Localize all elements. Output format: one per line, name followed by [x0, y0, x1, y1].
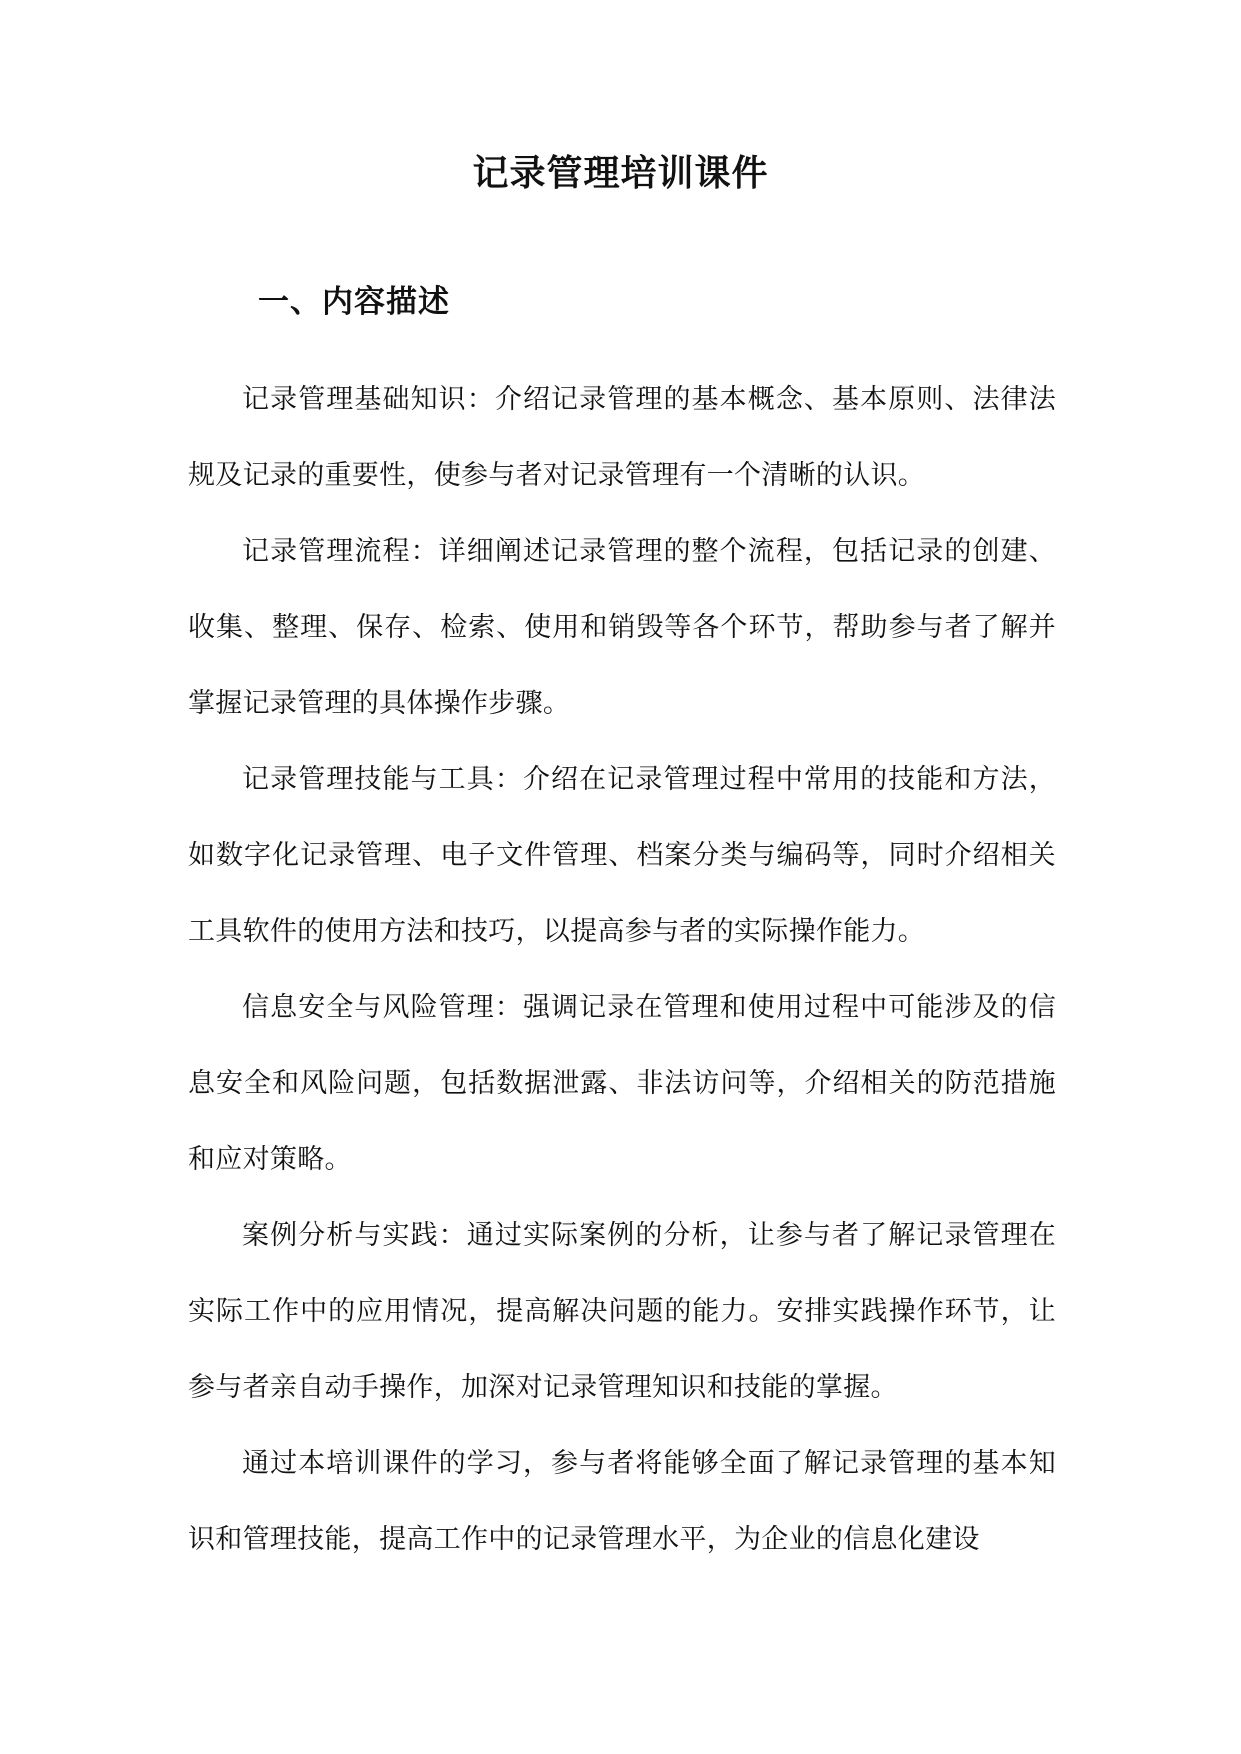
paragraph-summary: 通过本培训课件的学习，参与者将能够全面了解记录管理的基本知识和管理技能，提高工作中的记录管理水平，为企业的信息化建设 — [188, 1448, 1056, 1555]
paragraph-security-risk: 信息安全与风险管理：强调记录在管理和使用过程中可能涉及的信息安全和风险问题，包括数据泄露、非法访问等，介绍相关的防范措施和应对策略。 — [188, 992, 1056, 1175]
section-body — [188, 362, 1056, 1578]
paragraph-process: 记录管理流程：详细阐述记录管理的整个流程，包括记录的创建、收集、整理、保存、检索、使用和销毁等各个环节，帮助参与者了解并掌握记录管理的具体操作步骤。 — [188, 536, 1056, 719]
paragraph-skills-tools: 记录管理技能与工具：介绍在记录管理过程中常用的技能和方法，如数字化记录管理、电子文件管理、档案分类与编码等，同时介绍相关工具软件的使用方法和技巧，以提高参与者的实际操作能力。 — [188, 764, 1056, 947]
paragraph-basics: 记录管理基础知识：介绍记录管理的基本概念、基本原则、法律法规及记录的重要性，使参与者对记录管理有一个清晰的认识。 — [188, 384, 1056, 491]
document-title: 记录管理培训课件 — [472, 152, 769, 194]
paragraph-case-practice: 案例分析与实践：通过实际案例的分析，让参与者了解记录管理在实际工作中的应用情况，提高解决问题的能力。安排实践操作环节，让参与者亲自动手操作，加深对记录管理知识和技能的掌握。 — [188, 1220, 1056, 1403]
section-heading: 一、内容描述 — [258, 284, 450, 320]
